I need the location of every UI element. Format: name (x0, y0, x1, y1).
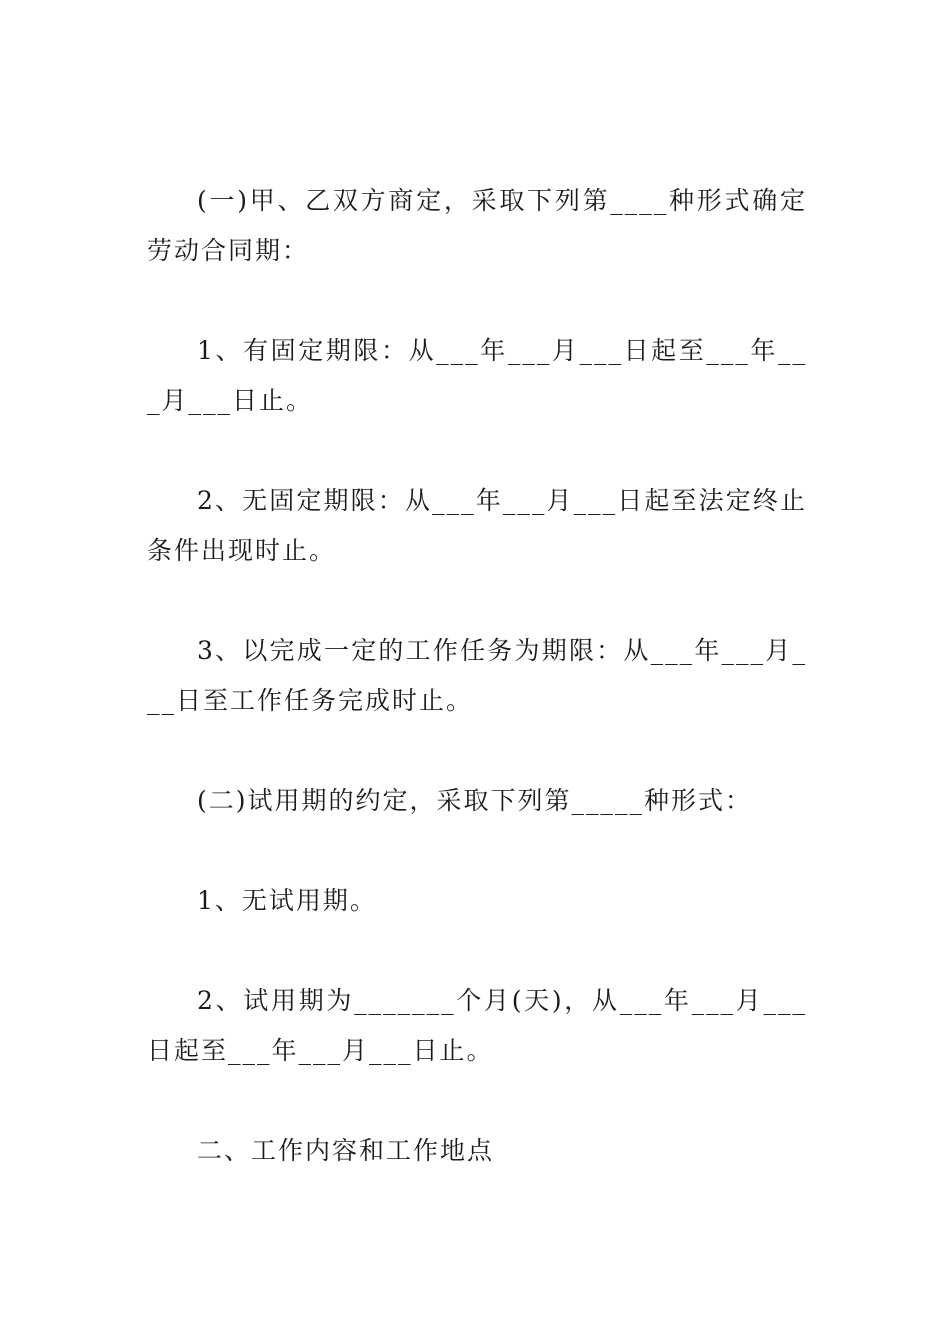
paragraph-open-ended-term: 2、无固定期限：从___年___月___日起至法定终止条件出现时止。 (147, 486, 807, 565)
paragraph-task-based-term: 3、以完成一定的工作任务为期限：从___年___月___日至工作任务完成时止。 (147, 636, 807, 715)
paragraph-probation-options: (二)试用期的约定，采取下列第_____种形式： (197, 786, 753, 815)
paragraph-no-probation: 1、无试用期。 (197, 886, 377, 915)
paragraph-fixed-term: 1、有固定期限：从___年___月___日起至___年___月___日止。 (147, 336, 807, 415)
section-heading-work-content: 二、工作内容和工作地点 (197, 1136, 495, 1165)
paragraph-probation-period: 2、试用期为_______个月(天)，从___年___月___日起至___年___月___日止。 (147, 986, 807, 1065)
paragraph-contract-term-options: (一)甲、乙双方商定，采取下列第____种形式确定劳动合同期： (147, 186, 807, 265)
